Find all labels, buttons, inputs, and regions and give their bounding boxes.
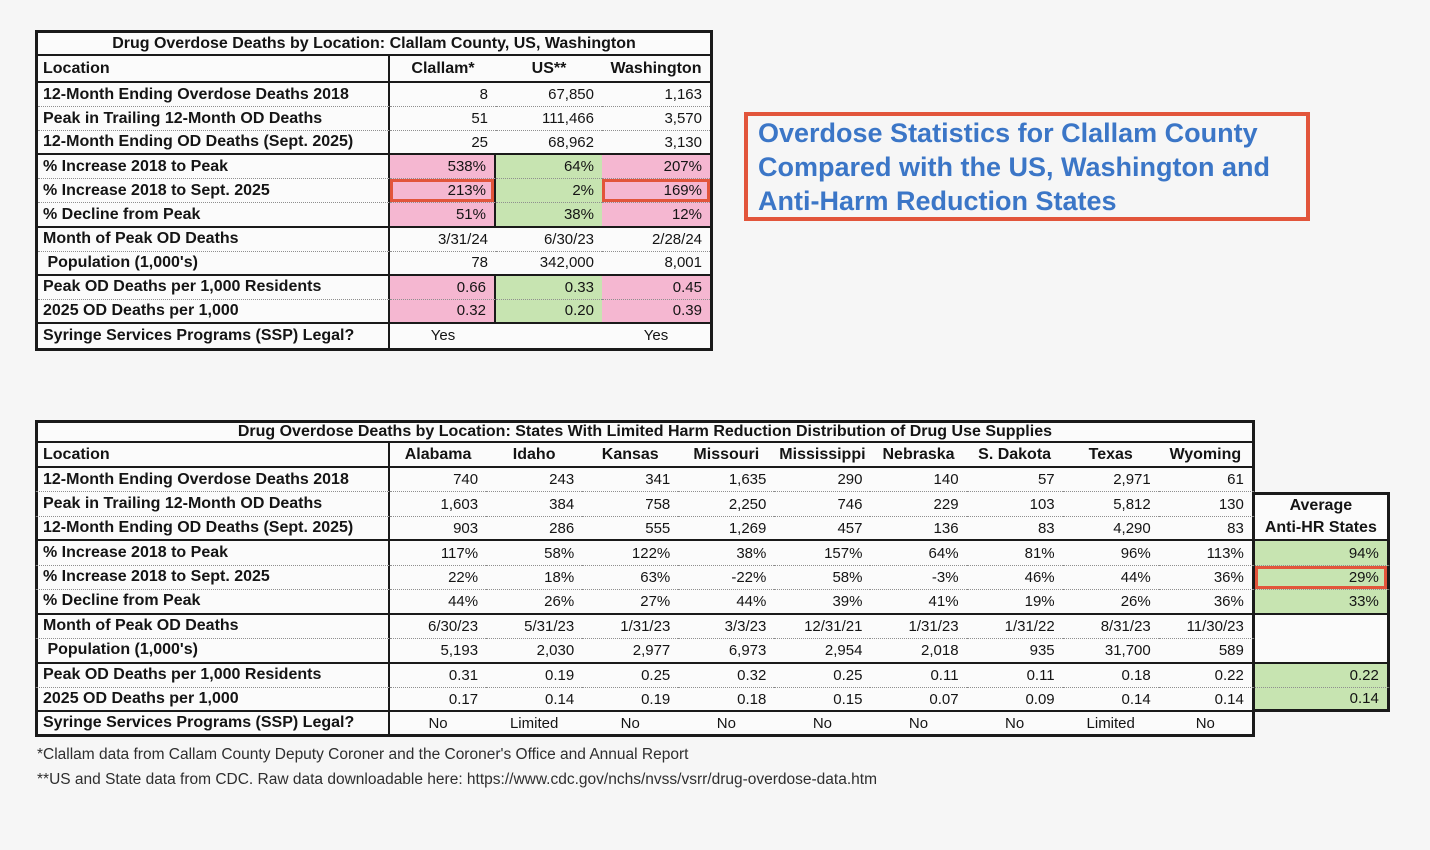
value-cell: 2,971: [1063, 468, 1159, 492]
row-label: Population (1,000's): [38, 252, 390, 276]
value-cell: 1,603: [390, 492, 486, 516]
value-cell: 58%: [774, 566, 870, 590]
value-cell: 61: [1159, 468, 1255, 492]
footnote-cdc-source: **US and State data from CDC. Raw data downloadable here: https://www.cdc.gov/nchs/nvss/vsrr/drug-overdose-data.htm: [37, 771, 877, 788]
value-cell: 0.14: [1159, 688, 1255, 712]
row-label: % Increase 2018 to Sept. 2025: [35, 566, 390, 590]
value-cell: 18%: [486, 566, 582, 590]
value-cell: 0.14: [486, 688, 582, 712]
value-cell: 12%: [602, 203, 710, 227]
value-cell: 0.25: [774, 664, 870, 688]
value-cell: 67,850: [496, 83, 602, 107]
value-cell: 46%: [967, 566, 1063, 590]
footnotes: [37, 742, 877, 792]
callout-text-line: Compared with the US, Washington and: [758, 151, 1270, 182]
value-cell: 243: [486, 468, 582, 492]
column-header: Kansas: [582, 443, 678, 468]
average-cell: 0.14: [1255, 688, 1390, 712]
value-cell: 41%: [870, 590, 966, 614]
value-cell: 457: [774, 517, 870, 541]
value-cell: 11/30/23: [1159, 615, 1255, 639]
row-label: Syringe Services Programs (SSP) Legal?: [35, 712, 390, 736]
value-cell: 1,163: [602, 83, 710, 107]
value-cell: 290: [774, 468, 870, 492]
column-header: US**: [496, 56, 602, 83]
value-cell: 103: [967, 492, 1063, 516]
value-cell: 96%: [1063, 541, 1159, 565]
value-cell: 3/31/24: [390, 228, 496, 252]
anti-hr-states-table: [35, 420, 1390, 737]
row-label: Syringe Services Programs (SSP) Legal?: [38, 324, 390, 348]
value-cell: 51: [390, 107, 496, 131]
value-cell: 19%: [967, 590, 1063, 614]
value-cell: 27%: [582, 590, 678, 614]
average-cell: 29%: [1255, 566, 1390, 590]
value-cell: 2,030: [486, 639, 582, 663]
value-cell: 57: [967, 468, 1063, 492]
table2-title: Drug Overdose Deaths by Location: States With Limited Harm Reduction Distribution of Drug Use Supplies: [35, 420, 1255, 443]
row-label: % Increase 2018 to Peak: [35, 541, 390, 565]
value-cell: 38%: [496, 203, 602, 227]
value-cell: 286: [486, 517, 582, 541]
value-cell: -22%: [678, 566, 774, 590]
callout-text-line: Overdose Statistics for Clallam County: [758, 117, 1258, 148]
value-cell: -3%: [870, 566, 966, 590]
value-cell: 36%: [1159, 566, 1255, 590]
row-label: Peak OD Deaths per 1,000 Residents: [35, 664, 390, 688]
value-cell: 935: [967, 639, 1063, 663]
value-cell: 2,250: [678, 492, 774, 516]
value-cell: 113%: [1159, 541, 1255, 565]
value-cell: 0.19: [486, 664, 582, 688]
row-label: Peak in Trailing 12-Month OD Deaths: [38, 107, 390, 131]
value-cell: 64%: [496, 155, 602, 179]
value-cell: 0.33: [496, 276, 602, 300]
value-cell: 136: [870, 517, 966, 541]
row-label: Population (1,000's): [35, 639, 390, 663]
row-label: % Decline from Peak: [35, 590, 390, 614]
value-cell: No: [1159, 712, 1255, 736]
value-cell: 4,290: [1063, 517, 1159, 541]
value-cell: 51%: [390, 203, 496, 227]
value-cell: 81%: [967, 541, 1063, 565]
value-cell: 63%: [582, 566, 678, 590]
value-cell: 26%: [1063, 590, 1159, 614]
value-cell: No: [774, 712, 870, 736]
column-header: Missouri: [678, 443, 774, 468]
average-empty-cell: [1255, 615, 1390, 639]
value-cell: 0.07: [870, 688, 966, 712]
value-cell: 8: [390, 83, 496, 107]
value-cell: 3,570: [602, 107, 710, 131]
value-cell: 0.45: [602, 276, 710, 300]
row-label: 12-Month Ending Overdose Deaths 2018: [35, 468, 390, 492]
column-header: Location: [35, 443, 390, 468]
value-cell: 64%: [870, 541, 966, 565]
value-cell: 5,812: [1063, 492, 1159, 516]
value-cell: 140: [870, 468, 966, 492]
column-header: S. Dakota: [967, 443, 1063, 468]
value-cell: 44%: [678, 590, 774, 614]
value-cell: 0.25: [582, 664, 678, 688]
value-cell: 122%: [582, 541, 678, 565]
row-label: Month of Peak OD Deaths: [35, 615, 390, 639]
value-cell: 0.20: [496, 300, 602, 324]
value-cell: 384: [486, 492, 582, 516]
callout-title-box: [744, 112, 1310, 221]
value-cell: Yes: [602, 324, 710, 348]
value-cell: 1,269: [678, 517, 774, 541]
value-cell: 8/31/23: [1063, 615, 1159, 639]
value-cell: Limited: [1063, 712, 1159, 736]
value-cell: 0.31: [390, 664, 486, 688]
value-cell: 5/31/23: [486, 615, 582, 639]
value-cell: 0.66: [390, 276, 496, 300]
value-cell: 68,962: [496, 131, 602, 155]
row-label: Month of Peak OD Deaths: [38, 228, 390, 252]
row-label: % Increase 2018 to Sept. 2025: [38, 179, 390, 203]
average-cell: 33%: [1255, 590, 1390, 614]
callout-text-line: Anti-Harm Reduction States: [758, 185, 1117, 216]
value-cell: 130: [1159, 492, 1255, 516]
value-cell: 0.22: [1159, 664, 1255, 688]
row-label: % Increase 2018 to Peak: [38, 155, 390, 179]
value-cell: 31,700: [1063, 639, 1159, 663]
value-cell: 6,973: [678, 639, 774, 663]
value-cell: 0.09: [967, 688, 1063, 712]
value-cell: 0.19: [582, 688, 678, 712]
value-cell: No: [678, 712, 774, 736]
clallam-comparison-table: [35, 30, 713, 351]
value-cell: 78: [390, 252, 496, 276]
value-cell: 38%: [678, 541, 774, 565]
value-cell: 36%: [1159, 590, 1255, 614]
value-cell: 83: [1159, 517, 1255, 541]
value-cell: 213%: [390, 179, 496, 203]
value-cell: No: [967, 712, 1063, 736]
value-cell: 0.11: [870, 664, 966, 688]
column-header: Wyoming: [1159, 443, 1255, 468]
value-cell: 5,193: [390, 639, 486, 663]
value-cell: 2/28/24: [602, 228, 710, 252]
value-cell: 3,130: [602, 131, 710, 155]
column-header: Location: [38, 56, 390, 83]
row-label: 2025 OD Deaths per 1,000: [38, 300, 390, 324]
value-cell: 538%: [390, 155, 496, 179]
column-header: Alabama: [390, 443, 486, 468]
average-header: Anti-HR States: [1255, 517, 1390, 541]
footnote-clallam-source: *Clallam data from Callam County Deputy Coroner and the Coroner's Office and Annual Report: [37, 746, 689, 763]
value-cell: 2%: [496, 179, 602, 203]
value-cell: 0.32: [678, 664, 774, 688]
column-header: Nebraska: [870, 443, 966, 468]
value-cell: 903: [390, 517, 486, 541]
value-cell: 0.11: [967, 664, 1063, 688]
value-cell: 117%: [390, 541, 486, 565]
value-cell: 58%: [486, 541, 582, 565]
column-header: Texas: [1063, 443, 1159, 468]
row-label: Peak OD Deaths per 1,000 Residents: [38, 276, 390, 300]
column-header: Idaho: [486, 443, 582, 468]
value-cell: 26%: [486, 590, 582, 614]
value-cell: 1/31/23: [582, 615, 678, 639]
value-cell: 3/3/23: [678, 615, 774, 639]
value-cell: 1/31/22: [967, 615, 1063, 639]
average-cell: 0.22: [1255, 664, 1390, 688]
value-cell: 12/31/21: [774, 615, 870, 639]
value-cell: 111,466: [496, 107, 602, 131]
row-label: 12-Month Ending OD Deaths (Sept. 2025): [35, 517, 390, 541]
value-cell: Yes: [390, 324, 496, 348]
value-cell: 0.15: [774, 688, 870, 712]
value-cell: No: [870, 712, 966, 736]
value-cell: 2,954: [774, 639, 870, 663]
value-cell: 169%: [602, 179, 710, 203]
value-cell: Limited: [486, 712, 582, 736]
row-label: 12-Month Ending OD Deaths (Sept. 2025): [38, 131, 390, 155]
value-cell: No: [390, 712, 486, 736]
value-cell: 8,001: [602, 252, 710, 276]
value-cell: 555: [582, 517, 678, 541]
row-label: % Decline from Peak: [38, 203, 390, 227]
value-cell: 0.39: [602, 300, 710, 324]
value-cell: 6/30/23: [390, 615, 486, 639]
row-label: 2025 OD Deaths per 1,000: [35, 688, 390, 712]
column-header: Washington: [602, 56, 710, 83]
value-cell: 0.18: [1063, 664, 1159, 688]
value-cell: 589: [1159, 639, 1255, 663]
value-cell: 0.32: [390, 300, 496, 324]
value-cell: 25: [390, 131, 496, 155]
value-cell: 83: [967, 517, 1063, 541]
value-cell: 1,635: [678, 468, 774, 492]
table1-title: Drug Overdose Deaths by Location: Clallam County, US, Washington: [38, 33, 710, 56]
value-cell: 740: [390, 468, 486, 492]
value-cell: No: [582, 712, 678, 736]
value-cell: 342,000: [496, 252, 602, 276]
value-cell: 2,018: [870, 639, 966, 663]
value-cell: 0.17: [390, 688, 486, 712]
value-cell: 0.18: [678, 688, 774, 712]
value-cell: 0.14: [1063, 688, 1159, 712]
value-cell: [496, 324, 602, 348]
average-empty-cell: [1255, 639, 1390, 663]
average-header: Average: [1255, 492, 1390, 516]
value-cell: 1/31/23: [870, 615, 966, 639]
row-label: 12-Month Ending Overdose Deaths 2018: [38, 83, 390, 107]
value-cell: 44%: [390, 590, 486, 614]
value-cell: 157%: [774, 541, 870, 565]
value-cell: 207%: [602, 155, 710, 179]
value-cell: 44%: [1063, 566, 1159, 590]
value-cell: 758: [582, 492, 678, 516]
value-cell: 6/30/23: [496, 228, 602, 252]
value-cell: 39%: [774, 590, 870, 614]
value-cell: 229: [870, 492, 966, 516]
average-cell: 94%: [1255, 541, 1390, 565]
value-cell: 2,977: [582, 639, 678, 663]
row-label: Peak in Trailing 12-Month OD Deaths: [35, 492, 390, 516]
value-cell: 341: [582, 468, 678, 492]
column-header: Mississippi: [774, 443, 870, 468]
value-cell: 746: [774, 492, 870, 516]
value-cell: 22%: [390, 566, 486, 590]
column-header: Clallam*: [390, 56, 496, 83]
